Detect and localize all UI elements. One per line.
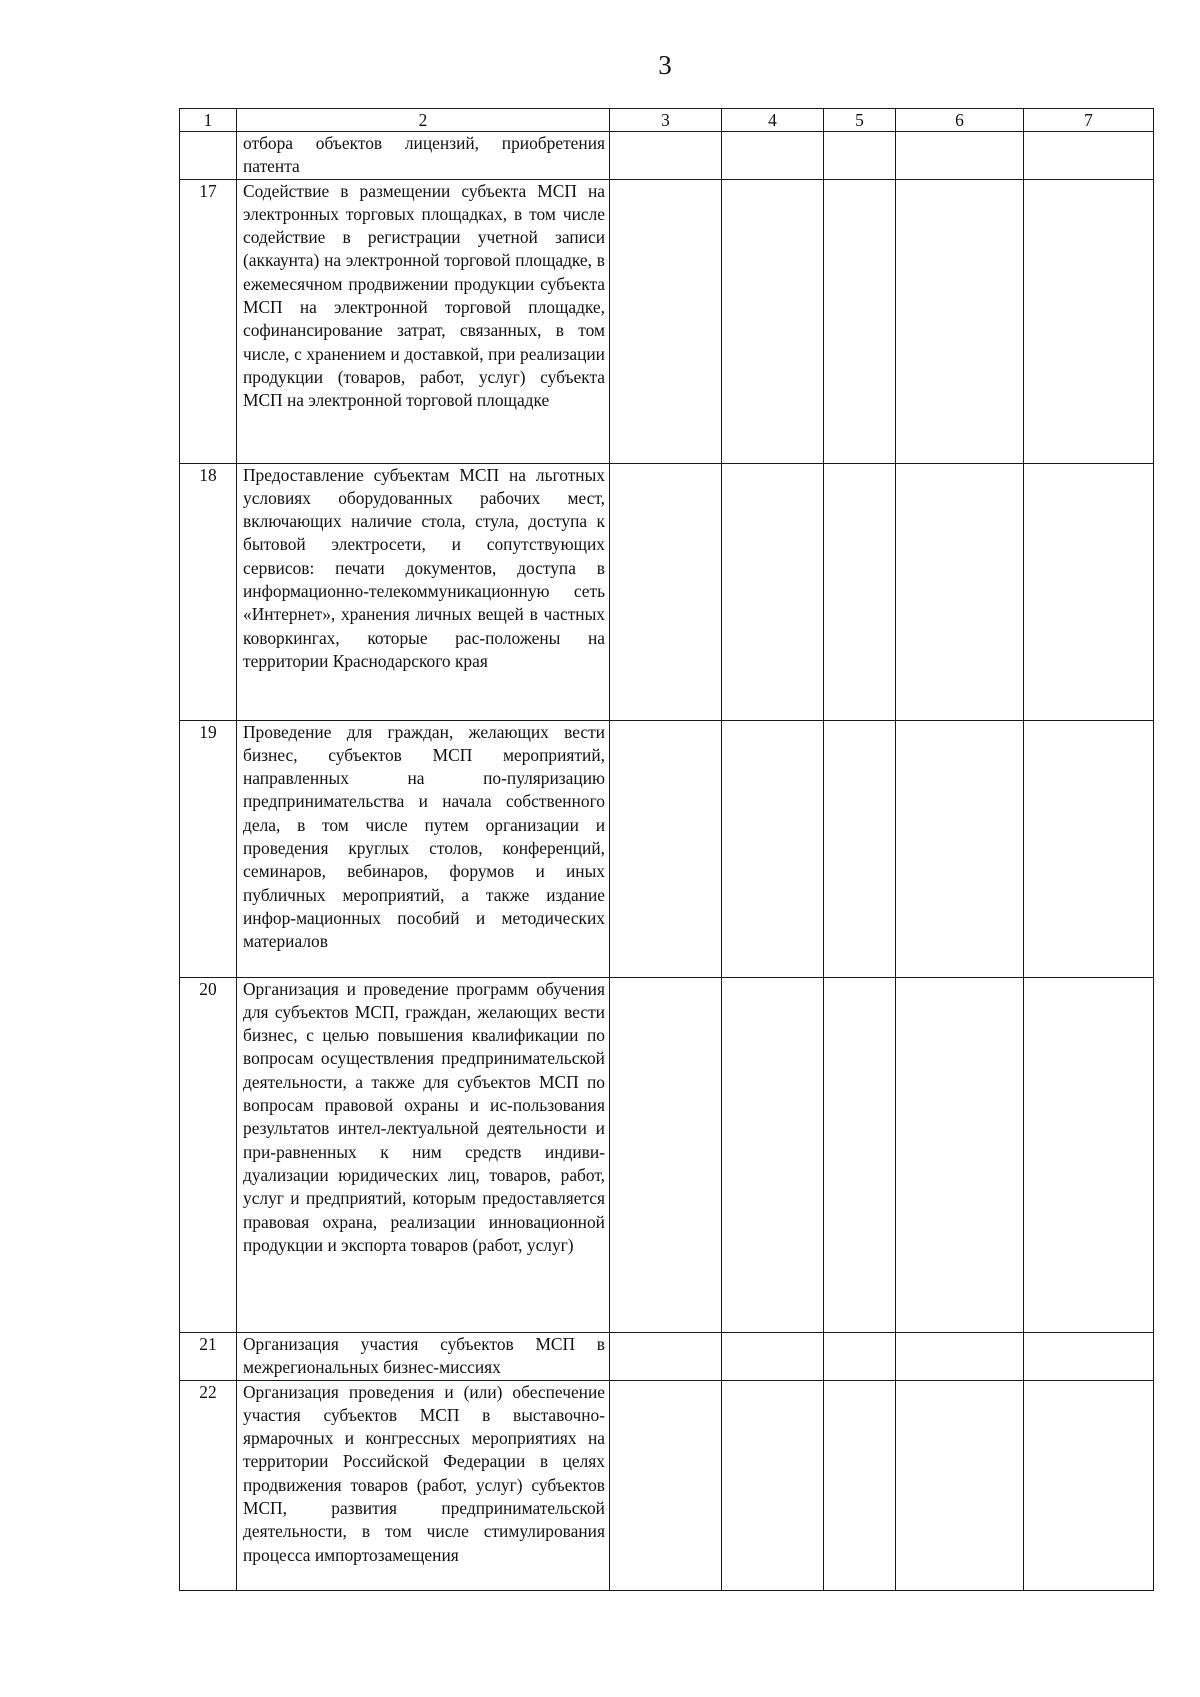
empty-cell xyxy=(824,720,896,977)
empty-cell xyxy=(896,1380,1024,1590)
header-row xyxy=(180,109,1154,132)
empty-cell xyxy=(824,1332,896,1380)
empty-cell xyxy=(1024,179,1154,463)
measure-text: Содействие в размещении субъекта МСП на электронных торговых площадках, в том числе содействие в регистрации учетной записи (аккаунта) на электронной торговой площадке, в ежемесячном продвижении продукции субъекта МСП на электронной торговой площадке, софинансирование затрат, связанных, в том числе, с хранением и доставкой, при реализации продукции (товаров, работ, услуг) субъекта МСП на электронной торговой площадке xyxy=(237,179,610,463)
row-number: 17 xyxy=(180,179,237,463)
empty-cell xyxy=(610,1380,722,1590)
empty-cell xyxy=(610,132,722,180)
empty-cell xyxy=(896,977,1024,1332)
measure-text: Организация и проведение программ обучения для субъектов МСП, граждан, желающих вести бизнес, с целью повышения квалификации по вопросам осуществления предпринимательской деятельности, а также для субъектов МСП по вопросам правовой охраны и ис-пользования результатов интел-лектуальной деятельности и при-равненных к ним средств индиви-дуализации юридических лиц, товаров, работ, услуг и предприятий, которым предоставляется правовая охрана, реализации инновационной продукции и экспорта товаров (работ, услуг) xyxy=(237,977,610,1332)
empty-cell xyxy=(722,977,824,1332)
column-header-6: 6 xyxy=(896,109,1024,132)
empty-cell xyxy=(824,132,896,180)
row-number xyxy=(180,132,237,180)
table-row xyxy=(180,1380,1154,1590)
table-row xyxy=(180,132,1154,180)
column-header-4: 4 xyxy=(722,109,824,132)
table-row xyxy=(180,977,1154,1332)
empty-cell xyxy=(610,1332,722,1380)
empty-cell xyxy=(1024,132,1154,180)
empty-cell xyxy=(896,132,1024,180)
empty-cell xyxy=(896,720,1024,977)
empty-cell xyxy=(824,179,896,463)
column-header-7: 7 xyxy=(1024,109,1154,132)
measure-text: Проведение для граждан, желающих вести бизнес, субъектов МСП мероприятий, направленных на по-пуляризацию предпринимательства и начала собственного дела, в том числе путем организации и проведения круглых столов, конференций, семинаров, вебинаров, форумов и иных публичных мероприятий, а также издание инфор-мационных пособий и методических материалов xyxy=(237,720,610,977)
row-number: 21 xyxy=(180,1332,237,1380)
empty-cell xyxy=(824,977,896,1332)
table-row xyxy=(180,463,1154,720)
column-header-5: 5 xyxy=(824,109,896,132)
empty-cell xyxy=(722,132,824,180)
empty-cell xyxy=(610,179,722,463)
row-number: 22 xyxy=(180,1380,237,1590)
empty-cell xyxy=(824,1380,896,1590)
empty-cell xyxy=(824,463,896,720)
measures-table xyxy=(179,108,1154,1591)
row-number: 20 xyxy=(180,977,237,1332)
empty-cell xyxy=(722,1380,824,1590)
column-header-3: 3 xyxy=(610,109,722,132)
measure-text: Предоставление субъектам МСП на льготных условиях оборудованных рабочих мест, включающих наличие стола, стула, доступа к бытовой электросети, и сопутствующих сервисов: печати документов, доступа в информационно-телекоммуникационную сеть «Интернет», хранения личных вещей в частных коворкингах, которые рас-положены на территории Краснодарского края xyxy=(237,463,610,720)
measure-text: отбора объектов лицензий, приобретения патента xyxy=(237,132,610,180)
empty-cell xyxy=(1024,720,1154,977)
empty-cell xyxy=(722,720,824,977)
empty-cell xyxy=(610,977,722,1332)
column-header-2: 2 xyxy=(237,109,610,132)
empty-cell xyxy=(1024,1380,1154,1590)
empty-cell xyxy=(610,463,722,720)
measure-text: Организация проведения и (или) обеспечение участия субъектов МСП в выставочно-ярмарочных и конгрессных мероприятиях на территории Российской Федерации в целях продвижения товаров (работ, услуг) субъектов МСП, развития предпринимательской деятельности, в том числе стимулирования процесса импортозамещения xyxy=(237,1380,610,1590)
empty-cell xyxy=(722,1332,824,1380)
empty-cell xyxy=(722,179,824,463)
empty-cell xyxy=(896,179,1024,463)
empty-cell xyxy=(1024,1332,1154,1380)
table-row xyxy=(180,1332,1154,1380)
empty-cell xyxy=(1024,463,1154,720)
row-number: 19 xyxy=(180,720,237,977)
page-number: 3 xyxy=(658,50,672,80)
table-row xyxy=(180,720,1154,977)
row-number: 18 xyxy=(180,463,237,720)
empty-cell xyxy=(722,463,824,720)
empty-cell xyxy=(610,720,722,977)
empty-cell xyxy=(896,463,1024,720)
table-row xyxy=(180,179,1154,463)
column-header-1: 1 xyxy=(180,109,237,132)
empty-cell xyxy=(1024,977,1154,1332)
empty-cell xyxy=(896,1332,1024,1380)
measure-text: Организация участия субъектов МСП в межрегиональных бизнес-миссиях xyxy=(237,1332,610,1380)
